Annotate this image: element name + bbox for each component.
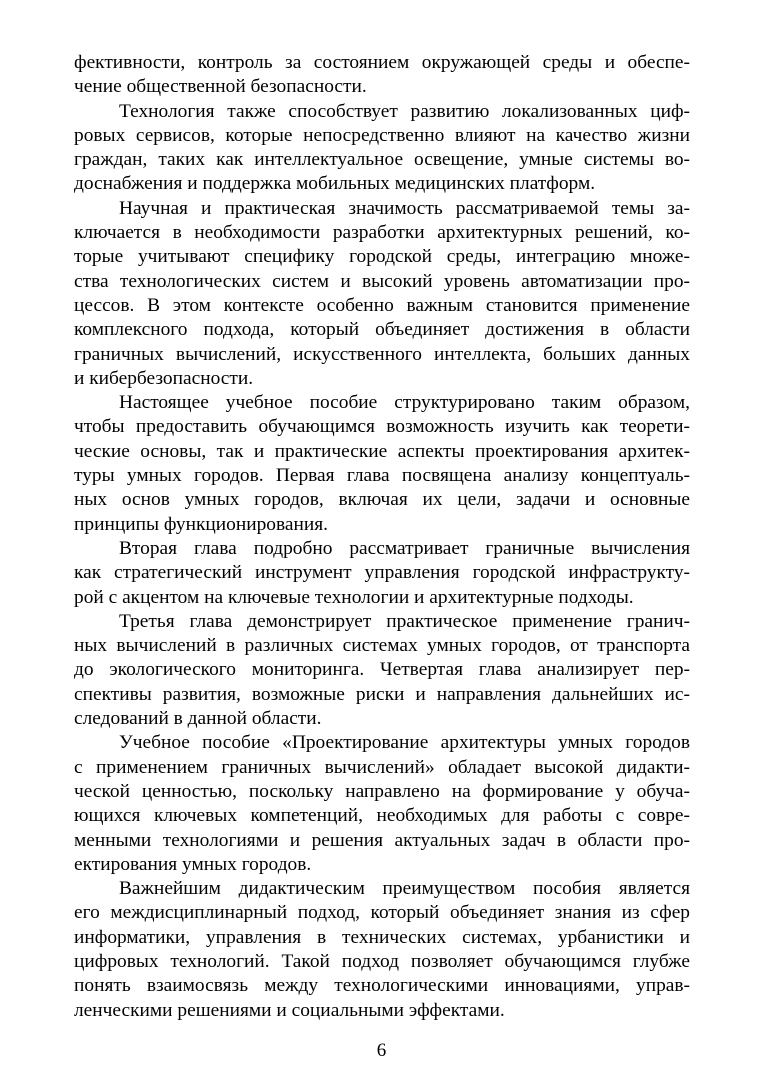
text-line: торые учитывают специфику городской среды, интеграцию множе- <box>74 246 690 268</box>
text-line: чтобы предоставить обучающимся возможность изучить как теорети- <box>74 416 690 438</box>
text-line: менными технологиями и решения актуальных задач в области про- <box>74 829 690 851</box>
paragraph <box>74 197 690 391</box>
text-line: до экологического мониторинга. Четвертая глава анализирует пер- <box>74 659 690 681</box>
text-line: граничных вычислений, искусственного интеллекта, больших данных <box>74 343 690 365</box>
text-line: ющихся ключевых компетенций, необходимых для работы с совре- <box>74 805 690 827</box>
text-line: понять взаимосвязь между технологическими инновациями, управ- <box>74 975 690 997</box>
text-line: Учебное пособие «Проектирование архитектуры умных городов <box>119 732 690 754</box>
text-line: туры умных городов. Первая глава посвящена анализу концептуаль- <box>74 465 690 487</box>
paragraph <box>74 537 690 610</box>
text-line: ческие основы, так и практические аспекты проектирования архитек- <box>74 440 690 462</box>
text-line: Вторая глава подробно рассматривает граничные вычисления <box>119 537 690 559</box>
text-line: принципы функционирования. <box>74 513 329 535</box>
page-number: 6 <box>376 1040 387 1061</box>
text-line: ленческими решениями и социальными эффектами. <box>74 999 505 1021</box>
text-line: цессов. В этом контексте особенно важным становится применение <box>74 294 690 316</box>
text-line: ных вычислений в различных системах умных городов, от транспорта <box>74 635 690 657</box>
text-line: ровых сервисов, которые непосредственно влияют на качество жизни <box>74 124 690 146</box>
paragraph <box>74 51 690 100</box>
text-line: чение общественной безопасности. <box>74 76 367 98</box>
text-line: Научная и практическая значимость рассматриваемой темы за- <box>119 197 690 219</box>
text-line: ключается в необходимости разработки архитектурных решений, ко- <box>74 222 690 244</box>
paragraph <box>74 877 690 1023</box>
text-line: с применением граничных вычислений» обладает высокой дидакти- <box>74 756 690 778</box>
text-line: ных основ умных городов, включая их цели, задачи и основные <box>74 489 690 511</box>
text-line: следований в данной области. <box>74 708 322 730</box>
paragraph <box>74 610 690 731</box>
text-line: его междисциплинарный подход, который объединяет знания из сфер <box>74 902 690 924</box>
paragraph <box>74 100 690 197</box>
paragraph <box>74 731 690 877</box>
text-line: граждан, таких как интеллектуальное освещение, умные системы во- <box>74 149 690 171</box>
text-line: ства технологических систем и высокий уровень автоматизации про- <box>74 270 690 292</box>
text-line: Важнейшим дидактическим преимуществом пособия является <box>119 878 690 900</box>
text-line: Технология также способствует развитию локализованных циф- <box>119 100 690 122</box>
text-line: ектирования умных городов. <box>74 853 312 875</box>
body-text <box>74 51 690 1023</box>
text-line: фективности, контроль за состоянием окружающей среды и обеспе- <box>74 52 690 73</box>
text-line: информатики, управления в технических системах, урбанистики и <box>74 926 690 948</box>
paragraph <box>74 391 690 537</box>
text-line: спективы развития, возможные риски и направления дальнейших ис- <box>74 683 690 705</box>
text-line: как стратегический инструмент управления городской инфраструкту- <box>74 562 690 584</box>
text-line: Третья глава демонстрирует практическое применение гранич- <box>119 610 690 632</box>
text-line: доснабжения и поддержка мобильных медицинских платформ. <box>74 173 596 195</box>
text-line: цифровых технологий. Такой подход позволяет обучающимся глубже <box>74 950 690 972</box>
text-line: Настоящее учебное пособие структурировано таким образом, <box>119 392 690 414</box>
text-line: рой с акцентом на ключевые технологии и архитектурные подходы. <box>74 586 634 608</box>
text-line: ческой ценностью, поскольку направлено на формирование у обуча- <box>74 780 690 802</box>
text-line: комплексного подхода, который объединяет достижения в области <box>74 319 690 341</box>
text-line: и кибербезопасности. <box>74 367 254 389</box>
